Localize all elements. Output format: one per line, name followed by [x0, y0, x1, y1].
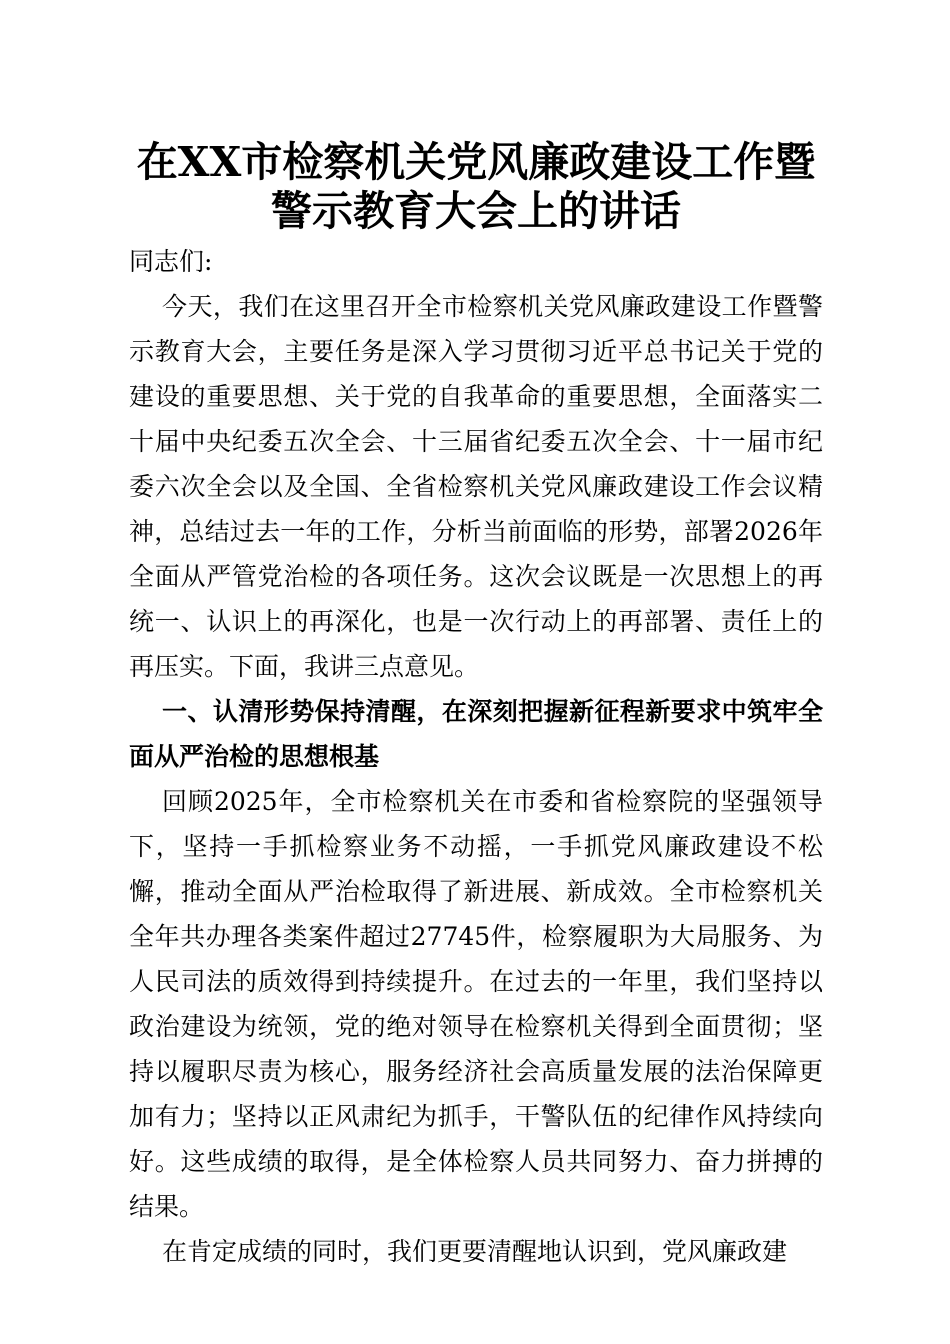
document-page — [129, 138, 823, 1274]
document-title: 在XX市检察机关党风廉政建设工作暨警示教育大会上的讲话 — [136, 138, 816, 235]
salutation: 同志们: — [129, 247, 213, 276]
section-heading-1: 一、认清形势保持清醒，在深刻把握新征程新要求中筑牢全面从严治检的思想根基 — [129, 697, 823, 771]
paragraph-review: 回顾2025年，全市检察机关在市委和省检察院的坚强领导下，坚持一手抓检察业务不动摇，一手抓党风廉政建设不松懈，推动全面从严治检取得了新进展、新成效。全市检察机关全年共办理各类案件超过27745件，检察履职为大局服务、为人民司法的质效得到持续提升。在过去的一年里，我们坚持以政治建设为统领，党的绝对领导在检察机关得到全面贯彻；坚持以履职尽责为核心，服务经济社会高质量发展的法治保障更加有力；坚持以正风肃纪为抓手，干警队伍的纪律作风持续向好。这些成绩的取得，是全体检察人员共同努力、奋力拼搏的结果。 — [129, 787, 823, 1221]
paragraph-opening: 今天，我们在这里召开全市检察机关党风廉政建设工作暨警示教育大会，主要任务是深入学习贯彻习近平总书记关于党的建设的重要思想、关于党的自我革命的重要思想，全面落实二十届中央纪委五次全会、十三届省纪委五次全会、十一届市纪委六次全会以及全国、全省检察机关党风廉政建设工作会议精神，总结过去一年的工作，分析当前面临的形势，部署2026年全面从严管党治检的各项任务。这次会议既是一次思想上的再统一、认识上的再深化，也是一次行动上的再部署、责任上的再压实。下面，我讲三点意见。 — [129, 292, 823, 681]
paragraph-continued: 在肯定成绩的同时，我们更要清醒地认识到，党风廉政建 — [162, 1237, 788, 1266]
